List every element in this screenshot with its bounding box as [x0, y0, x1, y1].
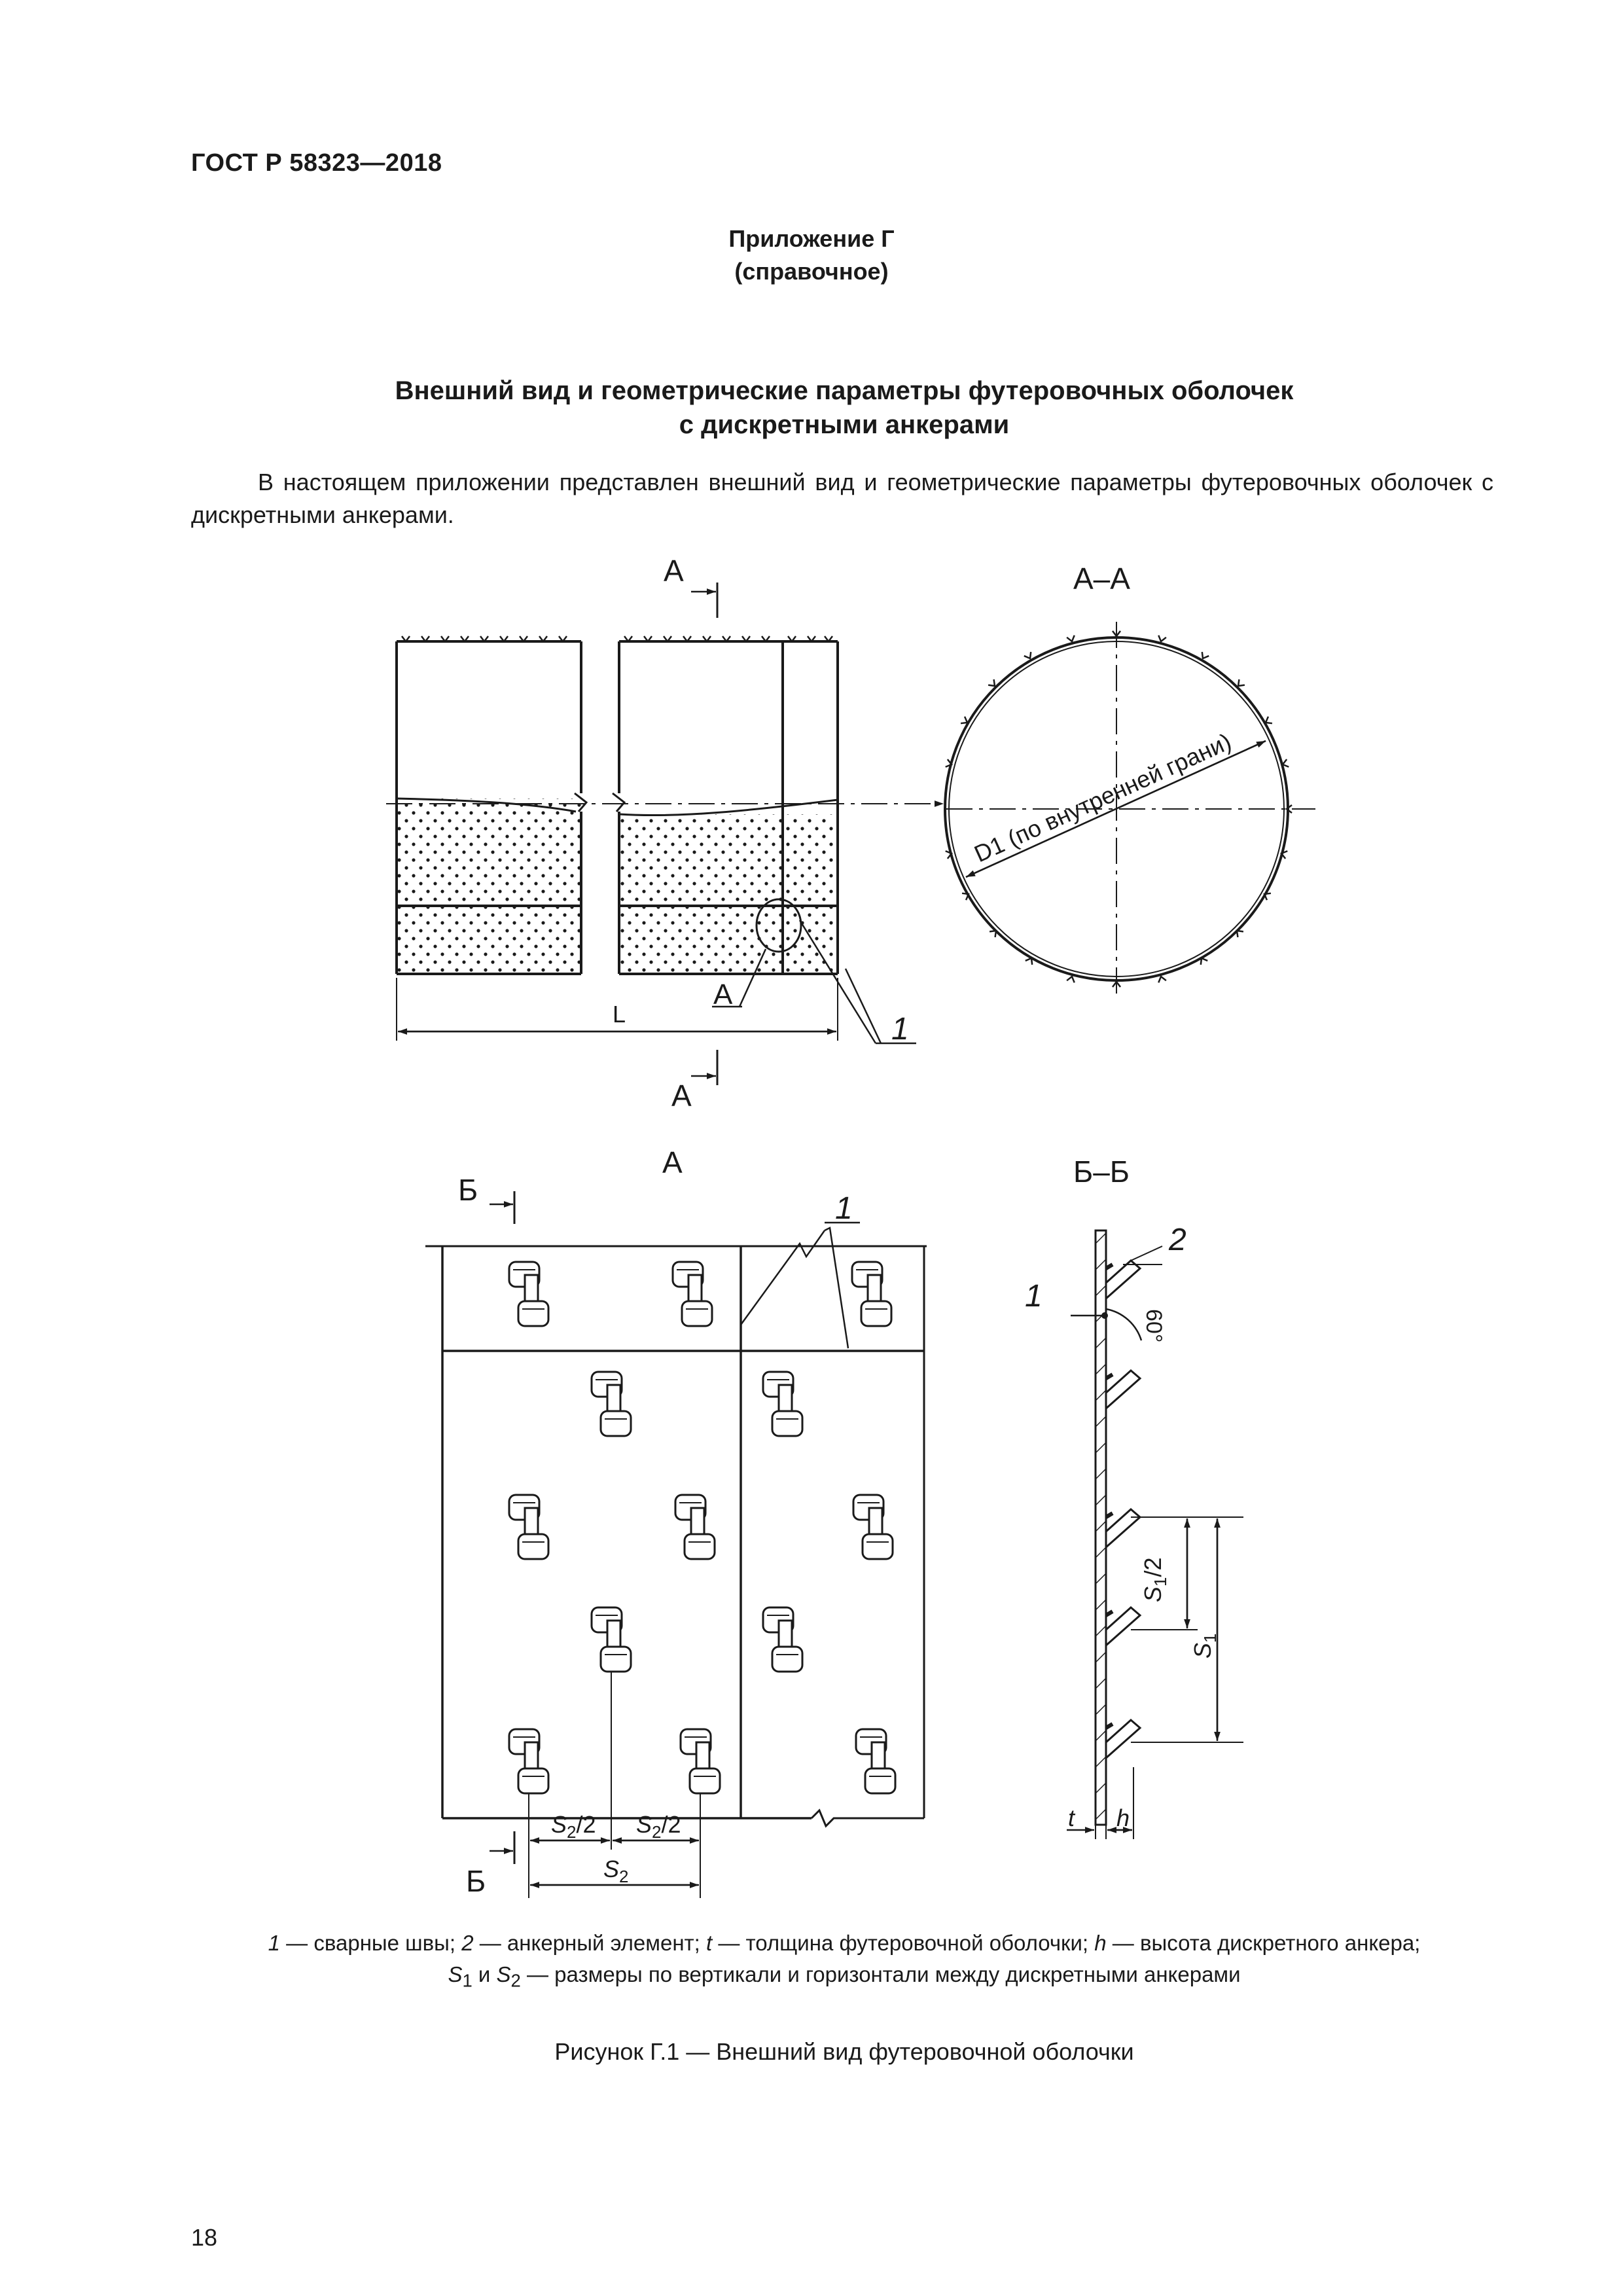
- page-number: 18: [191, 2224, 218, 2251]
- anchor-callout-number: 2: [1169, 1223, 1186, 1257]
- section-a-label-bottom: А: [671, 1079, 692, 1113]
- document-header: ГОСТ Р 58323—2018: [191, 149, 442, 177]
- annex-title: Приложение Г: [728, 225, 895, 252]
- section-bb-label: Б–Б: [1073, 1155, 1130, 1189]
- dim-s1-half: $S_1/2$: [1139, 1557, 1170, 1602]
- detail-a-view: [425, 1191, 927, 1898]
- figure-legend-line1: 1 — сварные швы; 2 — анкерный элемент; t — толщина футеровочной оболочки; h — высота дискретного анкера;: [268, 1931, 1421, 1955]
- dim-t: t: [1068, 1804, 1075, 1831]
- section-b-label-bottom: Б: [466, 1864, 486, 1898]
- dim-s2-half-right: $S_2/2$: [636, 1811, 681, 1842]
- dim-h: h: [1116, 1804, 1130, 1831]
- section-title-line1: Внешний вид и геометрические параметры футеровочных оболочек: [395, 376, 1294, 405]
- section-b-label-top: Б: [458, 1173, 478, 1207]
- shell-longitudinal-view: [386, 583, 944, 1085]
- detail-a-title: А: [662, 1145, 683, 1179]
- figure-legend-line2: $S_1$ и $S_2$ — размеры по вертикали и горизонтали между дискретными анкерами: [448, 1962, 1241, 1991]
- dim-s2: $S_2$: [603, 1856, 629, 1886]
- figure-caption: Рисунок Г.1 — Внешний вид футеровочной оболочки: [554, 2038, 1134, 2065]
- section-aa-label: А–А: [1073, 562, 1130, 596]
- annex-kind: (справочное): [734, 258, 889, 285]
- weld-callout-number-section: 1: [1025, 1279, 1043, 1314]
- section-a-label-top: А: [664, 554, 684, 588]
- weld-callout-number-top: 1: [891, 1012, 909, 1047]
- length-dimension-label: L: [613, 1001, 626, 1028]
- weld-callout-number-detail: 1: [835, 1191, 853, 1226]
- section-title-line2: с дискретными анкерами: [679, 410, 1010, 439]
- angle-label: 60°: [1141, 1309, 1166, 1343]
- anchor-elements: [509, 1262, 895, 1793]
- intro-paragraph: В настоящем приложении представлен внешний вид и геометрические параметры футеровочных оболочек с дискретными анкерами.: [191, 469, 1493, 528]
- dim-s1: $S_1$: [1189, 1633, 1220, 1659]
- dim-s2-half-left: $S_2/2$: [551, 1811, 596, 1842]
- diameter-label: D1 (по внутренней грани): [970, 727, 1236, 868]
- cross-section-aa: [945, 622, 1315, 995]
- detail-a-callout-label: А: [713, 978, 733, 1011]
